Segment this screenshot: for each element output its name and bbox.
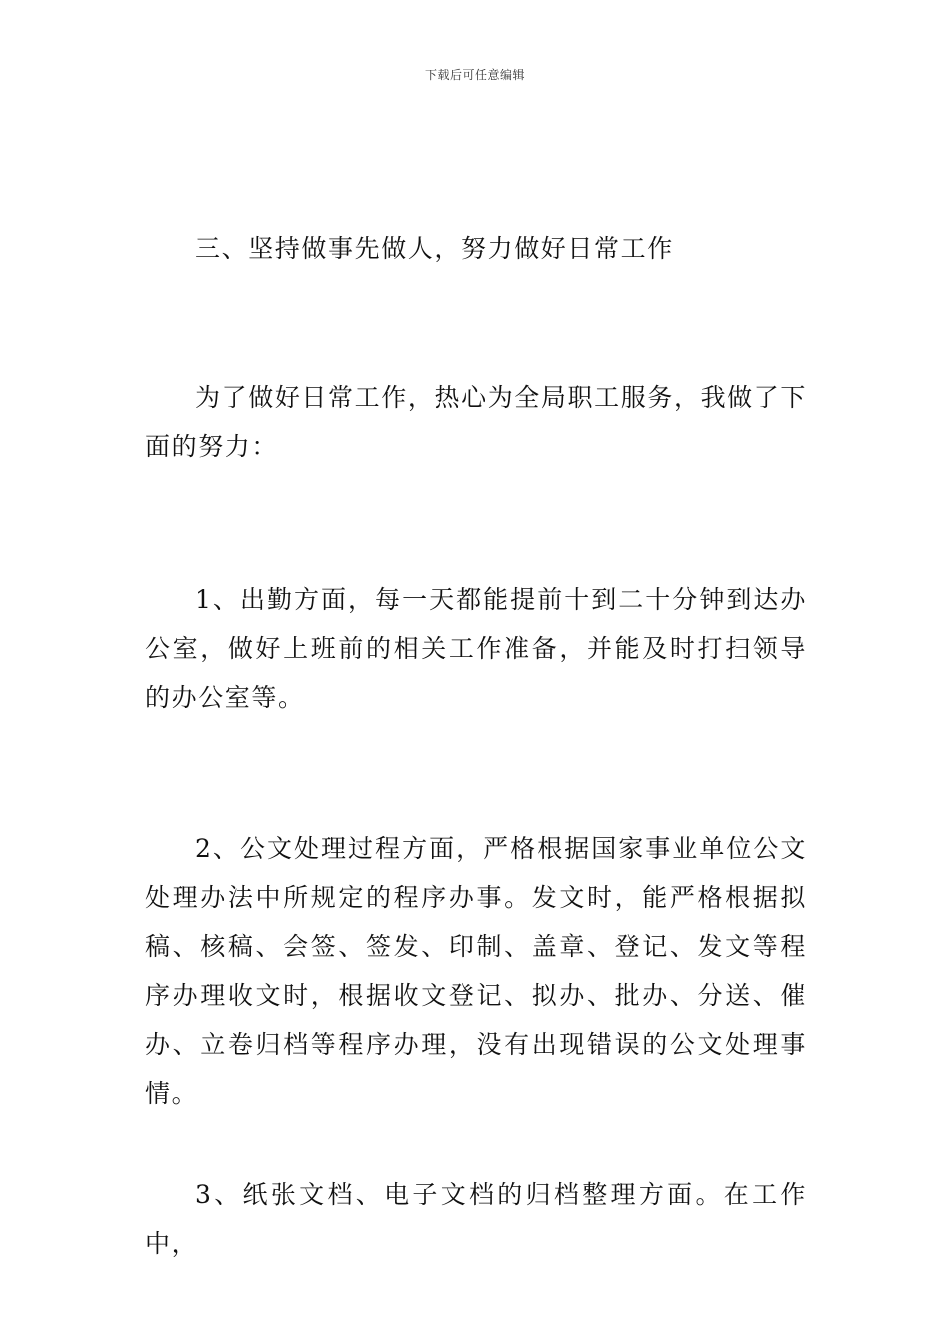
document-processing-paragraph: 2、公文处理过程方面，严格根据国家事业单位公文处理办法中所规定的程序办事。发文时，能严格根据拟稿、核稿、会签、签发、印制、盖章、登记、发文等程序办理收文时，根据收文登记、拟办、批办、分送、催办、立卷归档等程序办理，没有出现错误的公文处理事情。 — [145, 834, 807, 1108]
page-header-note: 下载后可任意编辑 — [424, 68, 525, 82]
section-heading: 三、坚持做事先做人，努力做好日常工作 — [195, 234, 674, 263]
intro-paragraph: 为了做好日常工作，热心为全局职工服务，我做了下面的努力： — [145, 383, 807, 461]
attendance-paragraph: 1、出勤方面，每一天都能提前十到二十分钟到达办公室，做好上班前的相关工作准备，并能及时打扫领导的办公室等。 — [145, 585, 807, 712]
archiving-paragraph: 3、纸张文档、电子文档的归档整理方面。在工作中， — [145, 1180, 807, 1258]
